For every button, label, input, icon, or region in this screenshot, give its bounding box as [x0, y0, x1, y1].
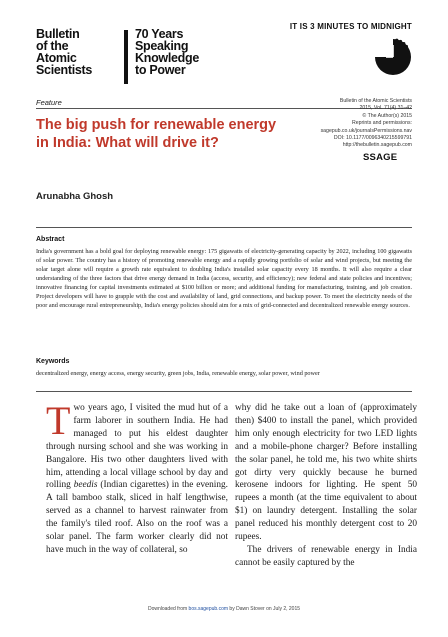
article-title: The big push for renewable energy in India: What will drive it?	[36, 117, 277, 151]
body-paragraph: The drivers of renewable energy in India cannot be easily captured by the	[235, 544, 417, 568]
download-footer: Downloaded from bos.sagepub.com by Dawn Stover on July 2, 2015	[147, 606, 301, 612]
footer-link[interactable]: bos.sagepub.com	[188, 606, 229, 612]
body-rule	[36, 391, 412, 392]
body-column-left	[46, 398, 228, 557]
masthead-anniversary: 70 Years Speaking Knowledge to Power	[135, 27, 199, 77]
journal-masthead	[36, 28, 236, 88]
abstract-rule	[36, 227, 412, 228]
section-label: Feature	[36, 98, 62, 107]
body-paragraph: why did he take out a loan of (approximately then) $400 to install the panel, which provided him only enough electricity for two LED lights and a mobile-phone charger? Before installing the solar panel, he told me, his two white shirts got dirty very quickly because he burned kerosene indoors for lighting. He spent 50 rupees a month (at the time equivalent to about $1) on laundry detergent. Installing the solar panel reduced his monthly detergent cost to 20 rupees.	[235, 403, 417, 543]
masthead-journal-name: Bulletin of the Atomic Scientists	[36, 27, 93, 77]
keywords-heading: Keywords	[36, 358, 70, 365]
body-column-right	[235, 402, 417, 570]
sage-logo: SSAGE	[363, 152, 398, 163]
midnight-tagline: IT IS 3 MINUTES TO MIDNIGHT	[289, 22, 412, 31]
masthead-divider	[124, 30, 128, 84]
abstract-heading: Abstract	[36, 236, 65, 243]
keywords-text: decentralized energy, energy access, energy security, green jobs, India, renewable energy, solar power, wind power	[36, 370, 320, 377]
abstract-text: India's government has a bold goal for deploying renewable energy: 175 gigawatts of electricity-generating capacity by 2022, including 100 gigawatts of solar power. The country has a history of promoting renewable energy and a rapidly growing portfolio of solar and wind projects, but meeting the solar target alone will require a growth rate equivalent to doubling India's installed solar capacity every 18 months. It will also require a clear understanding of the three factors that drive energy demand in India (access, security, and efficiency); new federal and state policies and incentives; innovative financing for capital investments estimated at $100 billion or more; and additional funding for manufacturing, training, and job creation. Project developers will have to grapple with the cost and availability of land, grid connections, and backup power. To meet the electricity needs of the poor and encourage rural entrepreneurship, India's energy policies should aim for a mix of grid-connected and decentralized renewable energy sources.	[36, 248, 412, 309]
article-author: Arunabha Ghosh	[36, 191, 114, 202]
drop-cap: T	[46, 398, 71, 443]
body-paragraph: Two years ago, I visited the mud hut of a farm laborer in southern India. He had managed to put his eldest daughter through nursing school and she was working in Bangalore. His two other daughters lived with him, attending a local village school by day and rolling beedis (Indian cigarettes) in the evening. A tall bamboo stalk, sliced in half lengthwise, served as a channel to harvest rainwater from the family's tiled roof. Also on the roof was a solar panel. The farm worker clearly did not have much in the way of collateral, so	[46, 398, 228, 555]
doomsday-clock-icon	[372, 36, 414, 78]
publication-metadata: Bulletin of the Atomic Scientists 2015, Vol. 71(4) 31–42 © The Author(s) 2015 Reprints and permissions: sagepub.co.uk/journalsPermissions.nav DOI: 10.1177/0096340215599791 http://thebulletin.sagepub.com	[320, 98, 412, 149]
